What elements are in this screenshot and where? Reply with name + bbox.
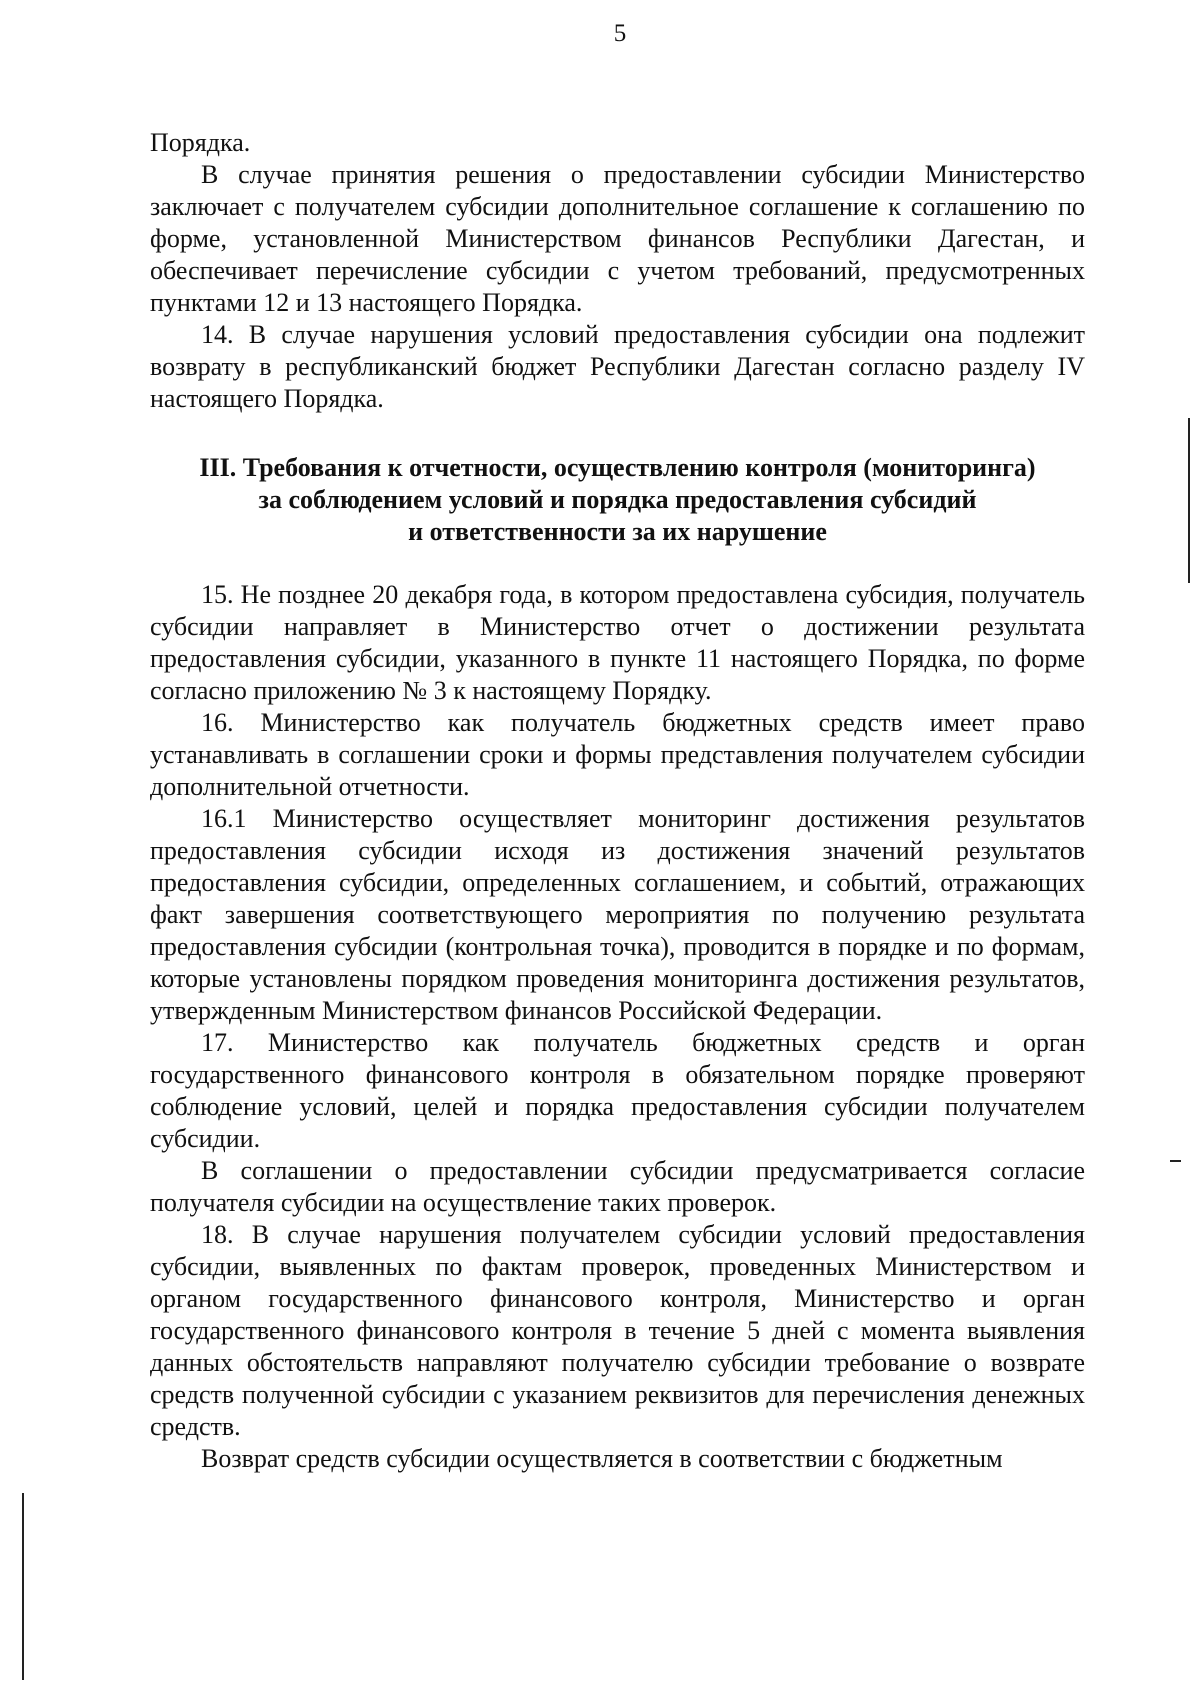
section-heading-line-1: III. Требования к отчетности, осуществлению контроля (мониторинга) xyxy=(199,453,1036,482)
paragraph-15: 15. Не позднее 20 декабря года, в котором предоставлена субсидия, получатель субсидии направляет в Министерство отчет о достижении результата предоставления субсидии, указанного в пункте 11 настоящего Порядка, по форме согласно приложению № 3 к настоящему Порядку. xyxy=(150,580,1085,705)
paragraph-additional-agreement: В случае принятия решения о предоставлении субсидии Министерство заключает с получателем субсидии дополнительное соглашение к соглашению по форме, установленной Министерством финансов Республики Дагестан, и обеспечивает перечисление субсидии с учетом требований, предусмотренных пунктами 12 и 13 настоящего Порядка. xyxy=(150,160,1085,317)
paragraph-refund: Возврат средств субсидии осуществляется в соответствии с бюджетным xyxy=(201,1444,1003,1473)
scan-edge-mark-right xyxy=(1188,418,1190,583)
paragraph-17-consent: В соглашении о предоставлении субсидии предусматривается согласие получателя субсидии на осуществление таких проверок. xyxy=(150,1156,1085,1217)
scan-dash-mark xyxy=(1170,1160,1181,1162)
section-heading-line-2: за соблюдением условий и порядка предоставления субсидий xyxy=(258,485,977,514)
paragraph-17: 17. Министерство как получатель бюджетных средств и орган государственного финансового контроля в обязательном порядке проверяют соблюдение условий, целей и порядка предоставления субсидии получателем субсидии. xyxy=(150,1028,1085,1153)
paragraph-continuation: Порядка. xyxy=(150,128,251,157)
section-heading-line-3: и ответственности за их нарушение xyxy=(408,517,827,546)
paragraph-16: 16. Министерство как получатель бюджетных средств имеет право устанавливать в соглашении сроки и формы представления получателем субсидии дополнительной отчетности. xyxy=(150,708,1085,801)
paragraph-16-1: 16.1 Министерство осуществляет мониторинг достижения результатов предоставления субсидии исходя из достижения значений результатов предоставления субсидии, определенных соглашением, и событий, отражающих факт завершения соответствующего мероприятия по получению результата предоставления субсидии (контрольная точка), проводится в порядке и по формам, которые установлены порядком проведения мониторинга достижения результатов, утвержденным Министерством финансов Российской Федерации. xyxy=(150,804,1085,1025)
text-after-heading xyxy=(150,579,1085,1475)
section-heading xyxy=(150,452,1085,548)
paragraph-14: 14. В случае нарушения условий предоставления субсидии она подлежит возврату в республиканский бюджет Республики Дагестан согласно разделу IV настоящего Порядка. xyxy=(150,320,1085,413)
page-number: 5 xyxy=(613,20,627,47)
scan-edge-mark-left xyxy=(22,1493,24,1680)
paragraph-18: 18. В случае нарушения получателем субсидии условий предоставления субсидии, выявленных по фактам проверок, проведенных Министерством и органом государственного финансового контроля, Министерство и орган государственного финансового контроля в течение 5 дней с момента выявления данных обстоятельств направляют получателю субсидии требование о возврате средств полученной субсидии с указанием реквизитов для перечисления денежных средств. xyxy=(150,1220,1085,1441)
text-before-heading xyxy=(150,127,1085,415)
